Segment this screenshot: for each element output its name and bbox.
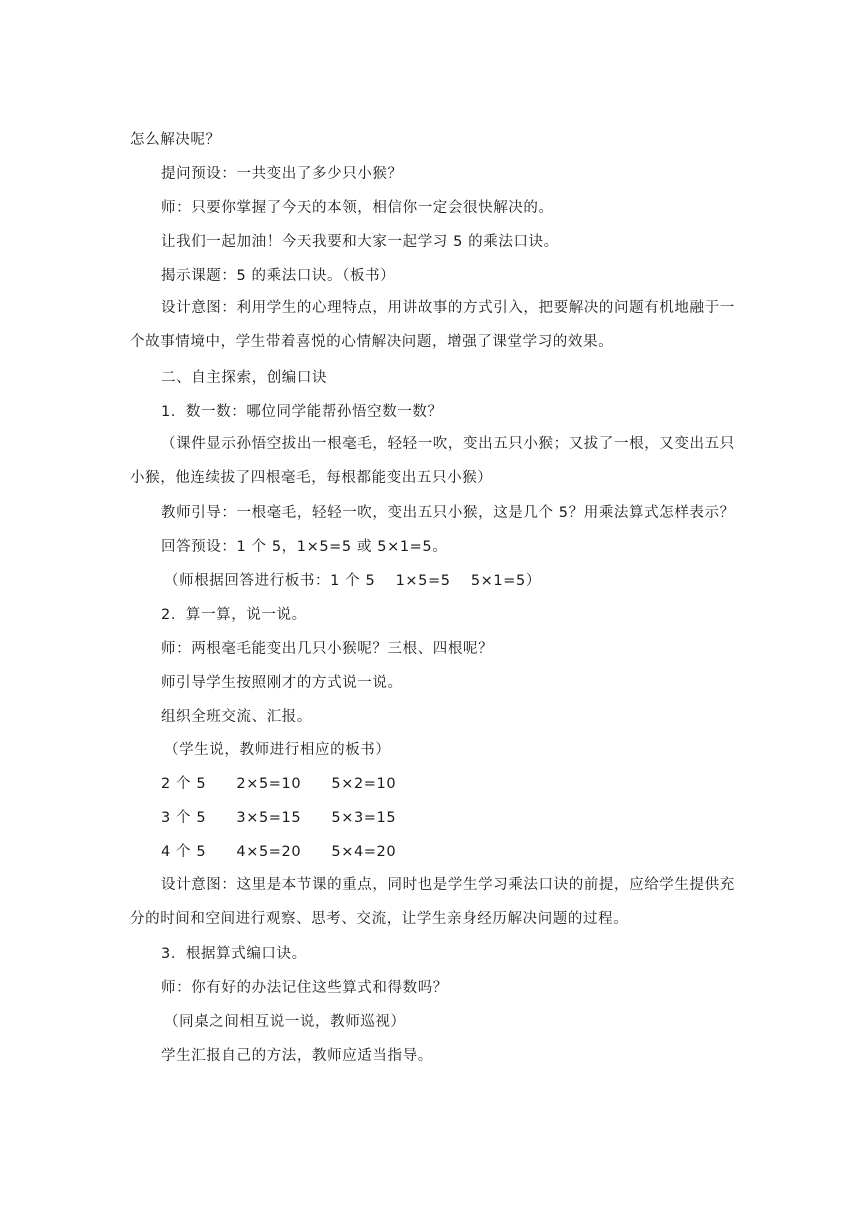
text-line: 2．算一算，说一说。 <box>161 607 307 623</box>
text-line: 让我们一起加油！今天我要和大家一起学习 5 的乘法口诀。 <box>161 234 559 250</box>
text-line: 师：你有好的办法记住这些算式和得数吗？ <box>161 980 448 996</box>
text-line: 师引导学生按照刚才的方式说一说。 <box>161 675 403 691</box>
text-line: 4 个 5 4×5=20 5×4=20 <box>161 844 397 860</box>
text-line: 怎么解决呢？ <box>130 132 221 148</box>
text-line: 提问预设：一共变出了多少只小猴？ <box>161 166 403 182</box>
text-line: 组织全班交流、汇报。 <box>161 709 312 725</box>
paragraph: 设计意图：这里是本节课的重点，同时也是学生学习乘法口诀的前提，应给学生提供充分的时间和空间进行观察、思考、交流，让学生亲身经历解决问题的过程。 <box>130 877 735 927</box>
text-line: 师：只要你掌握了今天的本领，相信你一定会很快解决的。 <box>161 200 554 216</box>
paragraph: 设计意图：利用学生的心理特点，用讲故事的方式引入，把要解决的问题有机地融于一个故事情境中，学生带着喜悦的心情解决问题，增强了课堂学习的效果。 <box>130 300 735 350</box>
text-line: （同桌之间相互说一说，教师巡视） <box>164 1014 406 1030</box>
text-line: 揭示课题：5 的乘法口诀。（板书） <box>161 268 396 284</box>
text-line: 师：两根毫毛能变出几只小猴呢？三根、四根呢？ <box>161 641 494 657</box>
text-line: （师根据回答进行板书：1 个 5 1×5=5 5×1=5） <box>164 573 541 589</box>
text-line: 3 个 5 3×5=15 5×3=15 <box>161 810 397 826</box>
text-line: 教师引导：一根毫毛，轻轻一吹，变出五只小猴，这是几个 5？用乘法算式怎样表示？ <box>161 505 735 521</box>
text-line: 学生汇报自己的方法，教师应适当指导。 <box>161 1048 433 1064</box>
text-line: 1．数一数：哪位同学能帮孙悟空数一数？ <box>161 404 443 420</box>
text-line: 回答预设：1 个 5，1×5=5 或 5×1=5。 <box>161 539 448 555</box>
text-line: 2 个 5 2×5=10 5×2=10 <box>161 776 397 792</box>
paragraph: （课件显示孙悟空拔出一根毫毛，轻轻一吹，变出五只小猴；又拔了一根，又变出五只小猴，他连续拔了四根毫毛，每根都能变出五只小猴） <box>130 436 735 486</box>
text-line: （学生说，教师进行相应的板书） <box>164 742 391 758</box>
section-heading: 二、自主探索，创编口诀 <box>161 370 328 386</box>
text-line: 3．根据算式编口诀。 <box>161 946 307 962</box>
